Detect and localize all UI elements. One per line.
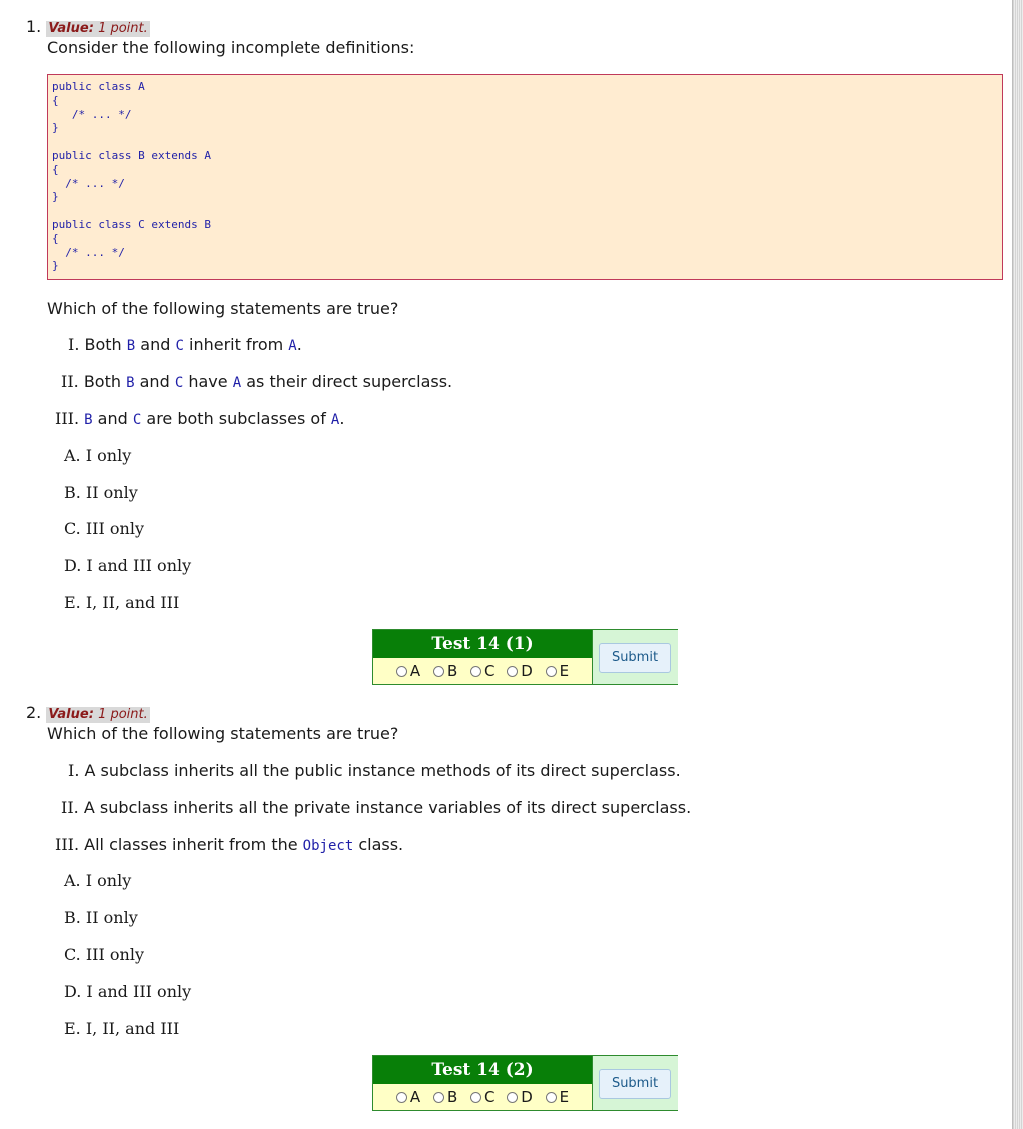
code-term: C: [174, 375, 184, 391]
code-term: C: [132, 412, 142, 428]
radio-icon: [433, 666, 444, 677]
radio-icon: [507, 1092, 518, 1103]
statement-numeral: II.: [61, 798, 79, 817]
choice-c: C. III only: [64, 945, 144, 964]
option-label: E: [559, 662, 570, 680]
statement-text: [84, 798, 691, 817]
statement-numeral: I.: [68, 335, 80, 354]
code-term: Object: [302, 838, 354, 854]
statement-text: [84, 372, 452, 391]
statement-fragment: as their direct superclass.: [241, 372, 453, 391]
option-label: D: [521, 662, 533, 680]
statement-fragment: .: [296, 335, 302, 354]
choice-d: D. I and III only: [64, 982, 192, 1001]
code-term: B: [126, 338, 136, 354]
option-label: C: [484, 662, 495, 680]
value-text: 1 point.: [98, 21, 148, 36]
code-term: A: [288, 338, 297, 354]
page-scrollbar[interactable]: [1012, 0, 1023, 1129]
radio-icon: [507, 666, 518, 677]
answer-box: [372, 1055, 678, 1111]
statement-numeral: III.: [55, 409, 80, 428]
option-e-radio[interactable]: [546, 1084, 569, 1110]
option-a-radio[interactable]: [396, 658, 420, 684]
statement-numeral: I.: [68, 761, 80, 780]
radio-icon: [433, 1092, 444, 1103]
statement-fragment: and: [92, 409, 133, 428]
choice-a: A. I only: [64, 871, 132, 890]
option-d-radio[interactable]: [507, 1084, 533, 1110]
radio-icon: [546, 1092, 557, 1103]
value-badge: [46, 707, 149, 723]
option-b-radio[interactable]: [433, 1084, 457, 1110]
question-header: [26, 17, 150, 37]
statement-fragment: A subclass inherits all the public instance methods of its direct superclass.: [84, 761, 681, 780]
option-label: B: [446, 1088, 458, 1106]
choice-b: B. II only: [64, 483, 138, 502]
option-label: E: [559, 1088, 570, 1106]
radio-icon: [396, 1092, 407, 1103]
choice-a: A. I only: [64, 446, 132, 465]
option-label: A: [409, 1088, 421, 1106]
option-label: D: [521, 1088, 533, 1106]
statement-text: [84, 409, 344, 428]
code-term: B: [126, 375, 135, 391]
statement-fragment: A subclass inherits all the private instance variables of its direct superclass.: [83, 798, 692, 817]
question-prompt: Which of the following statements are true?: [47, 724, 399, 743]
answer-options: [373, 658, 592, 684]
answer-box: [372, 629, 678, 685]
question-number: 2.: [26, 703, 42, 722]
submit-button[interactable]: Submit: [599, 643, 671, 673]
statement-text: [84, 835, 403, 854]
question-header: [26, 703, 150, 723]
statement-fragment: .: [339, 409, 345, 428]
statement-3: [55, 409, 344, 428]
value-badge: [46, 21, 149, 37]
answer-box-title: Test 14 (1): [373, 630, 592, 658]
statement-fragment: All classes inherit from the: [84, 835, 303, 854]
statement-fragment: and: [135, 335, 176, 354]
choice-d: D. I and III only: [64, 556, 192, 575]
question-number: 1.: [26, 17, 42, 36]
code-block: public class A { /* ... */ } public class B extends A { /* ... */ } public class C extends B { /* ... */ }: [47, 74, 1003, 280]
statement-fragment: class.: [353, 835, 404, 854]
statement-numeral: II.: [61, 372, 79, 391]
statement-fragment: have: [183, 372, 233, 391]
option-d-radio[interactable]: [507, 658, 533, 684]
statement-text: [85, 335, 302, 354]
option-e-radio[interactable]: [546, 658, 569, 684]
statement-2: [61, 798, 691, 817]
radio-icon: [470, 1092, 481, 1103]
option-a-radio[interactable]: [396, 1084, 420, 1110]
value-label: Value:: [48, 707, 94, 722]
radio-icon: [470, 666, 481, 677]
answer-box-title: Test 14 (2): [373, 1056, 592, 1084]
code-term: A: [330, 412, 340, 428]
option-label: B: [446, 662, 458, 680]
choice-e: E. I, II, and III: [64, 1019, 180, 1038]
code-term: C: [175, 338, 184, 354]
statement-numeral: III.: [55, 835, 80, 854]
answer-options: [373, 1084, 592, 1110]
statement-text: [85, 761, 681, 780]
option-c-radio[interactable]: [470, 1084, 494, 1110]
statement-2: [61, 372, 452, 391]
value-text: 1 point.: [98, 707, 148, 722]
option-label: A: [409, 662, 421, 680]
question-intro: Consider the following incomplete definitions:: [47, 38, 415, 57]
statement-3: [55, 835, 403, 854]
submit-panel: [592, 630, 678, 684]
statement-fragment: inherit from: [183, 335, 289, 354]
statement-fragment: and: [134, 372, 175, 391]
option-c-radio[interactable]: [470, 658, 494, 684]
statement-fragment: are both subclasses of: [141, 409, 331, 428]
statement-1: [68, 761, 681, 780]
option-b-radio[interactable]: [433, 658, 457, 684]
question-prompt: Which of the following statements are true?: [47, 299, 399, 318]
choice-b: B. II only: [64, 908, 138, 927]
value-label: Value:: [48, 21, 94, 36]
submit-panel: [592, 1056, 678, 1110]
submit-button[interactable]: Submit: [599, 1069, 671, 1099]
radio-icon: [396, 666, 407, 677]
choice-c: C. III only: [64, 519, 144, 538]
choice-e: E. I, II, and III: [64, 593, 180, 612]
radio-icon: [546, 666, 557, 677]
statement-1: [68, 335, 302, 354]
code-term: B: [84, 412, 93, 428]
statement-fragment: Both: [84, 335, 127, 354]
statement-fragment: Both: [83, 372, 127, 391]
option-label: C: [484, 1088, 495, 1106]
code-term: A: [232, 375, 242, 391]
